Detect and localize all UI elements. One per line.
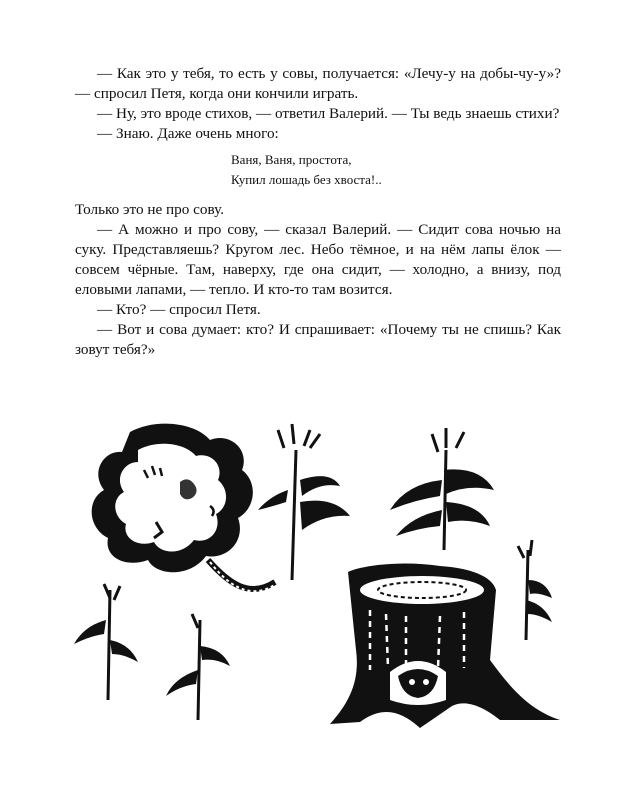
fir-tree-right [390,428,494,550]
stump-with-owl [330,564,560,728]
paragraph-4: Только это не про сову. [75,201,225,218]
forest-illustration [60,410,580,740]
paragraph-2: — Ну, это вроде стихов, — ответил Валерий. — Ты ведь знаешь стихи? [97,105,560,122]
poem-line-1: Ваня, Ваня, простота, [231,152,352,167]
paragraph-5: — А можно и про сову, — сказал Валерий. — Сидит сова ночью на суку. Представляешь? Кругом лес. Небо тёмное, и на нём лапы ёлок — совсем чёрные. Там, наверху, где она сидит, — холодно, а внизу, под еловыми лапами, — тепло. И кто-то там возится. [75,221,561,298]
paragraph-7: — Вот и сова думает: кто? И спрашивает: «Почему ты не спишь? Как зовут тебя?» [75,321,561,358]
paragraph-6: — Кто? — спросил Петя. [97,301,261,318]
night-cloud-drawing [92,424,276,592]
story-text [75,64,561,360]
small-trees-left [74,584,230,720]
paragraph-1: — Как это у тебя, то есть у совы, получается: «Лечу-у на добы-чу-у»? — спросил Петя, когда они кончили играть. [75,65,561,102]
paragraph-3: — Знаю. Даже очень много: [97,125,279,142]
poem-line-2: Купил лошадь без хвоста!.. [231,172,382,187]
small-tree-far-right [518,540,552,640]
poem-block [231,150,561,190]
fir-tree-center [258,424,350,580]
